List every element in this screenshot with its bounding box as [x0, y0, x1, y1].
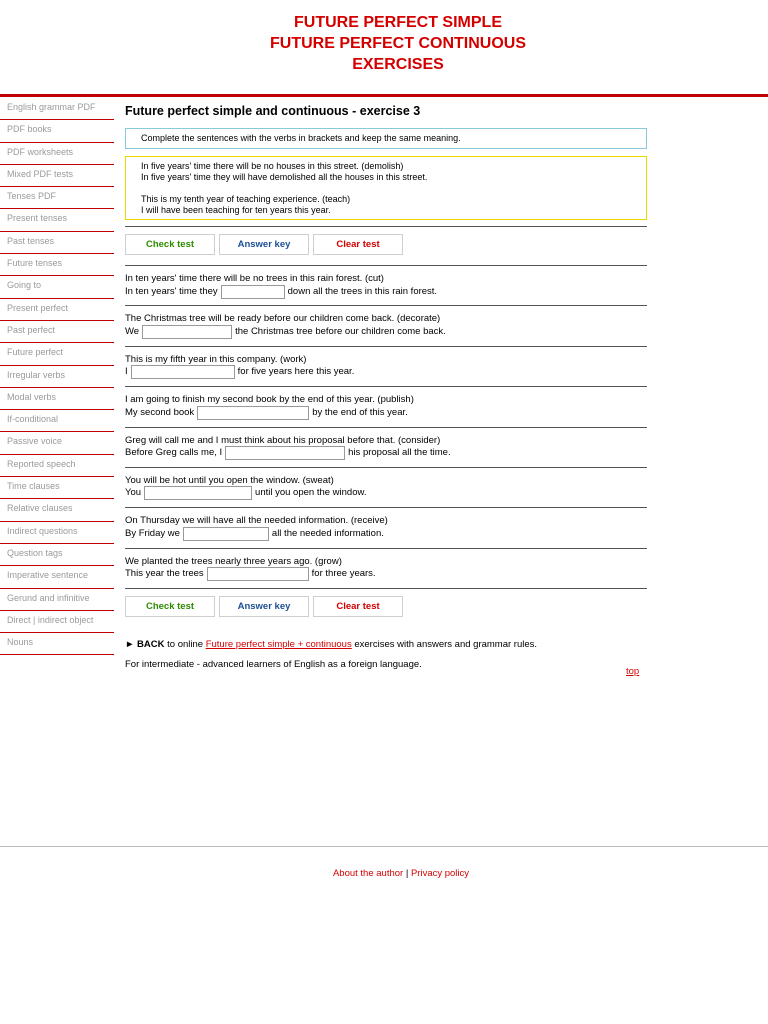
- answer-input[interactable]: [144, 486, 252, 500]
- question-prompt: The Christmas tree will be ready before our children come back. (decorate): [125, 313, 441, 325]
- sidebar-item-future-tenses[interactable]: Future tenses: [0, 254, 114, 276]
- answer-key-button[interactable]: Answer key: [219, 234, 309, 255]
- answer-suffix: by the end of this year.: [312, 406, 408, 418]
- answer-prefix: You: [125, 487, 142, 499]
- answer-prefix: This year the trees: [125, 568, 204, 580]
- example-answer: In five years' time they will have demolished all the houses in this street.: [141, 172, 428, 182]
- question-prompt: This is my fifth year in this company. (work): [125, 353, 307, 365]
- example-answer: I will have been teaching for ten years this year.: [141, 205, 331, 215]
- check-test-button[interactable]: Check test: [125, 596, 215, 617]
- instruction-box: Complete the sentences with the verbs in brackets and keep the same meaning.: [125, 128, 647, 149]
- answer-suffix: for five years here this year.: [237, 366, 355, 378]
- sidebar-item-future-perfect[interactable]: Future perfect: [0, 343, 114, 365]
- page-title-line-2: FUTURE PERFECT CONTINUOUS: [270, 35, 526, 52]
- back-suffix: exercises with answers and grammar rules.: [354, 639, 538, 651]
- sidebar-item-english-grammar-pdf[interactable]: English grammar PDF: [0, 98, 114, 120]
- sidebar-item-tenses-pdf[interactable]: Tenses PDF: [0, 187, 114, 209]
- sidebar-item-pdf-books[interactable]: PDF books: [0, 120, 114, 142]
- answer-prefix: We: [125, 325, 140, 337]
- check-test-button[interactable]: Check test: [125, 234, 215, 255]
- answer-input[interactable]: [221, 285, 285, 299]
- question-item: [125, 306, 647, 346]
- sidebar-item-irregular-verbs[interactable]: Irregular verbs: [0, 366, 114, 388]
- back-prefix: to online: [167, 639, 204, 651]
- sidebar-item-indirect-questions[interactable]: Indirect questions: [0, 522, 114, 544]
- footer-divider: [0, 846, 768, 847]
- button-row-top: [125, 227, 647, 265]
- sidebar-item-passive-voice[interactable]: Passive voice: [0, 432, 114, 454]
- sidebar-item-modal-verbs[interactable]: Modal verbs: [0, 388, 114, 410]
- page-title-line-3: EXERCISES: [352, 56, 444, 73]
- question-item: [125, 428, 647, 468]
- question-item: [125, 549, 647, 589]
- back-link[interactable]: Future perfect simple + continuous: [205, 639, 352, 651]
- sidebar-item-mixed-pdf-tests[interactable]: Mixed PDF tests: [0, 165, 114, 187]
- answer-suffix: down all the trees in this rain forest.: [287, 285, 438, 297]
- clear-test-button[interactable]: Clear test: [313, 234, 403, 255]
- answer-prefix: I: [125, 366, 128, 378]
- answer-key-button[interactable]: Answer key: [219, 596, 309, 617]
- page-title-line-1: FUTURE PERFECT SIMPLE: [293, 14, 502, 31]
- sidebar-item-direct-indirect-object[interactable]: Direct | indirect object: [0, 611, 114, 633]
- answer-prefix: By Friday we: [125, 527, 180, 539]
- answer-prefix: In ten years' time they: [125, 285, 218, 297]
- answer-prefix: Before Greg calls me, I: [125, 447, 223, 459]
- question-prompt: On Thursday we will have all the needed information. (receive): [125, 515, 388, 527]
- header-divider: [0, 94, 768, 97]
- sidebar-item-present-perfect[interactable]: Present perfect: [0, 299, 114, 321]
- clear-test-button[interactable]: Clear test: [313, 596, 403, 617]
- privacy-policy-link[interactable]: Privacy policy: [410, 868, 470, 879]
- sidebar-item-past-perfect[interactable]: Past perfect: [0, 321, 114, 343]
- answer-input[interactable]: [142, 325, 232, 339]
- answer-suffix: all the needed information.: [271, 527, 384, 539]
- answer-suffix: for three years.: [311, 568, 376, 580]
- sidebar-item-present-tenses[interactable]: Present tenses: [0, 209, 114, 231]
- sidebar-item-imperative-sentence[interactable]: Imperative sentence: [0, 566, 114, 588]
- question-item: [125, 266, 647, 306]
- answer-input[interactable]: [197, 406, 309, 420]
- sidebar-item-pdf-worksheets[interactable]: PDF worksheets: [0, 143, 114, 165]
- question-prompt: We planted the trees nearly three years ago. (grow): [125, 555, 342, 567]
- question-prompt: I am going to finish my second book by the end of this year. (publish): [125, 394, 414, 406]
- sidebar-item-gerund-and-infinitive[interactable]: Gerund and infinitive: [0, 589, 114, 611]
- page-title: [0, 12, 768, 75]
- question-item: [125, 347, 647, 387]
- sidebar-item-relative-clauses[interactable]: Relative clauses: [0, 499, 114, 521]
- question-item: [125, 508, 647, 548]
- answer-suffix: until you open the window.: [255, 487, 367, 499]
- question-prompt: You will be hot until you open the window. (sweat): [125, 474, 334, 486]
- exercise-main: [125, 104, 647, 670]
- back-label: BACK: [137, 639, 165, 651]
- answer-suffix: his proposal all the time.: [348, 447, 451, 459]
- example-box: [125, 156, 647, 220]
- answer-input[interactable]: [225, 446, 345, 460]
- sidebar-item-past-tenses[interactable]: Past tenses: [0, 232, 114, 254]
- level-note: For intermediate - advanced learners of English as a foreign language.: [125, 659, 422, 671]
- question-item: [125, 468, 647, 508]
- question-prompt: Greg will call me and I must think about his proposal before that. (consider): [125, 434, 441, 446]
- sidebar-item-reported-speech[interactable]: Reported speech: [0, 455, 114, 477]
- sidebar-item-going-to[interactable]: Going to: [0, 276, 114, 298]
- example-sentence: In five years' time there will be no houses in this street. (demolish): [141, 161, 404, 171]
- about-author-link[interactable]: About the author: [332, 868, 404, 879]
- exercise-title: Future perfect simple and continuous - exercise 3: [125, 104, 421, 118]
- sidebar-item-time-clauses[interactable]: Time clauses: [0, 477, 114, 499]
- back-line: [125, 639, 647, 650]
- question-item: [125, 387, 647, 427]
- button-row-bottom: [125, 589, 647, 627]
- answer-input[interactable]: [131, 365, 235, 379]
- top-link[interactable]: top: [626, 666, 640, 677]
- example-sentence: This is my tenth year of teaching experience. (teach): [141, 194, 351, 204]
- answer-prefix: My second book: [125, 406, 195, 418]
- sidebar-item-nouns[interactable]: Nouns: [0, 633, 114, 655]
- sidebar-item-question-tags[interactable]: Question tags: [0, 544, 114, 566]
- footer: [0, 868, 768, 879]
- answer-input[interactable]: [207, 567, 309, 581]
- footer-separator: |: [405, 868, 409, 879]
- sidebar-item-if-conditional[interactable]: If-conditional: [0, 410, 114, 432]
- answer-suffix: the Christmas tree before our children come back.: [235, 325, 446, 337]
- answer-input[interactable]: [183, 527, 269, 541]
- arrow-right-icon: ►: [125, 639, 135, 651]
- sidebar-nav: [0, 98, 114, 655]
- question-prompt: In ten years' time there will be no trees in this rain forest. (cut): [125, 273, 384, 284]
